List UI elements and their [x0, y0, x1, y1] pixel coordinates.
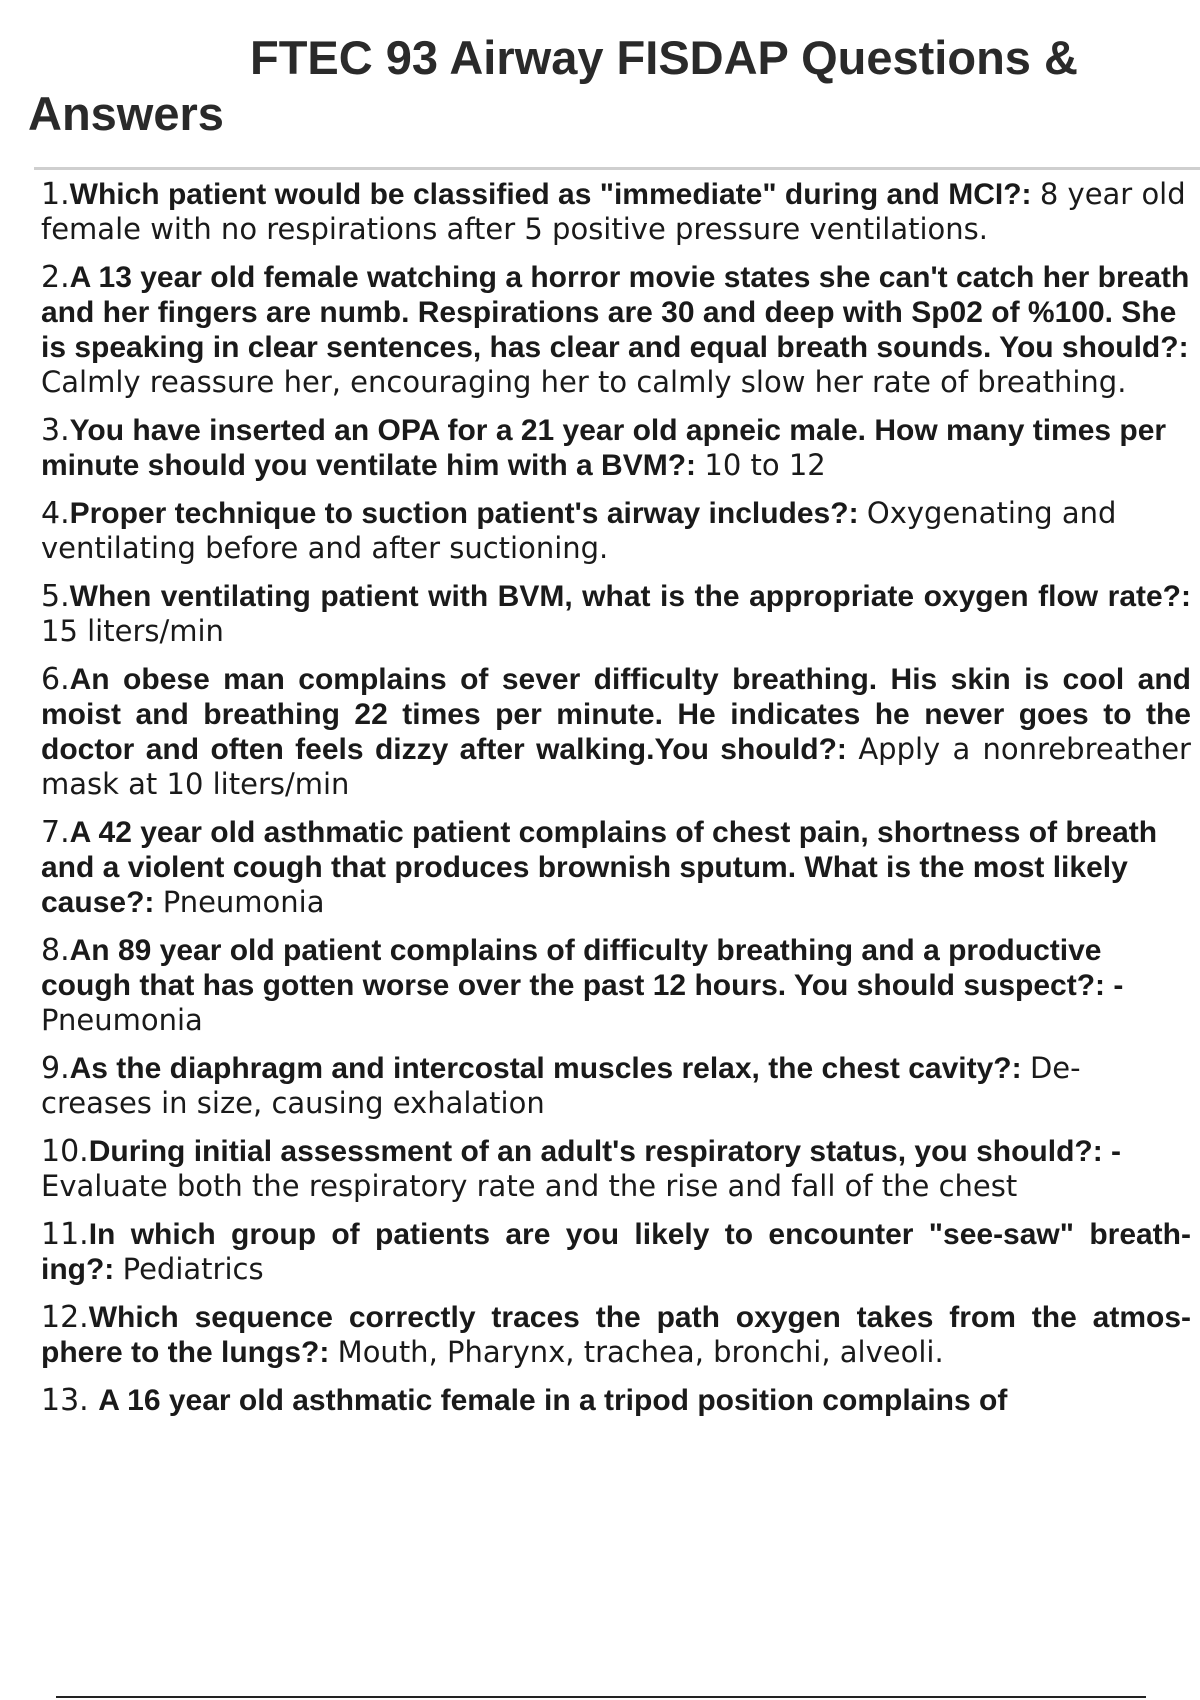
answer-text: Evaluate both the respiratory rate and the rise and fall of the chest: [41, 1169, 1018, 1203]
qa-item-9: [41, 1051, 1191, 1121]
question-text: As the diaphragm and intercostal muscles relax, the chest cavity?:: [69, 1052, 1030, 1085]
answer-text: 10 to 12: [704, 448, 826, 482]
answer-text: 15 liters/min: [41, 614, 224, 648]
item-number: 2.: [41, 260, 70, 295]
title-divider: [34, 167, 1200, 170]
qa-item-6: [41, 662, 1191, 802]
qa-item-13: [41, 1383, 1191, 1418]
item-number: 8.: [41, 933, 70, 968]
question-text: When ventilating patient with BVM, what is the appropriate oxygen flow rate?:: [69, 580, 1191, 613]
question-text: You have inserted an OPA for a 21 year old apneic male. How many times per minute should you ventilate him with a BVM?:: [41, 414, 1167, 482]
qa-item-12: [41, 1300, 1191, 1370]
qa-item-2: [41, 260, 1191, 400]
page-title: FTEC 93 Airway FISDAP Questions & Answers: [28, 31, 1078, 140]
qa-item-7: [41, 815, 1191, 920]
item-number: 5.: [41, 579, 70, 614]
question-text: A 13 year old female watching a horror movie states she can't catch her breath and her fingers are numb. Respirations are 30 and deep with Sp02 of %100. She is speaking in clear sentences, has clear and equal breath sounds. You should?:: [41, 261, 1190, 364]
item-number: 6.: [41, 662, 70, 697]
item-number: 10.: [41, 1134, 89, 1169]
answer-text: 8 year old female with no respirations after 5 positive pressure ventilations.: [41, 177, 1186, 246]
question-text: During initial assessment of an adult's respiratory status, you should?: -: [88, 1135, 1122, 1168]
qa-item-1: [41, 177, 1191, 247]
answer-text: Pediatrics: [122, 1252, 264, 1286]
answer-text: Mouth, Pharynx, trachea, bronchi, alveoli.: [337, 1335, 944, 1369]
item-number: 7.: [41, 815, 70, 850]
question-text: Which patient would be classified as "immediate" during and MCI?:: [69, 178, 1040, 211]
item-number: 4.: [41, 496, 70, 531]
question-text: Proper technique to suction patient's airway includes?:: [69, 497, 867, 530]
answer-text: Calmly reassure her, encouraging her to calmly slow her rate of breathing.: [41, 365, 1127, 399]
qa-item-4: [41, 496, 1191, 566]
qa-item-10: [41, 1134, 1191, 1204]
item-number: 13.: [41, 1383, 99, 1418]
question-text: In which group of patients are you likely to encounter "see-saw" breath- ing?:: [41, 1218, 1191, 1286]
footer-rule: [56, 1696, 1146, 1698]
qa-item-11: [41, 1217, 1191, 1287]
qa-item-5: [41, 579, 1191, 649]
item-number: 1.: [41, 177, 70, 212]
item-number: 9.: [41, 1051, 70, 1086]
qa-list: [41, 177, 1191, 1431]
item-number: 3.: [41, 413, 70, 448]
qa-item-8: [41, 933, 1191, 1038]
question-text: A 16 year old asthmatic female in a tripod position complains of: [98, 1384, 1008, 1417]
answer-text: Oxygenating and ventilating before and after suctioning.: [41, 496, 1117, 565]
answer-text: De- creases in size, causing exhalation: [41, 1051, 1081, 1120]
item-number: 11.: [41, 1217, 89, 1252]
question-text: Which sequence correctly traces the path oxygen takes from the atmos- phere to the lungs?:: [41, 1301, 1191, 1369]
question-text: An obese man complains of sever difficulty breathing. His skin is cool and moist and breathing 22 times per minute. He indicates he never goes to the doctor and often feels dizzy after walking.You should?:: [41, 663, 1191, 766]
answer-text: Apply a nonrebreather mask at 10 liters/min: [41, 732, 1191, 801]
qa-item-3: [41, 413, 1191, 483]
question-text: An 89 year old patient complains of difficulty breathing and a productive cough that has gotten worse over the past 12 hours. You should suspect?: -: [41, 934, 1124, 1002]
answer-text: Pneumonia: [41, 1003, 203, 1037]
item-number: 12.: [41, 1300, 89, 1335]
answer-text: Pneumonia: [162, 885, 325, 919]
question-text: A 42 year old asthmatic patient complains of chest pain, shortness of breath and a violent cough that produces brownish sputum. What is the most likely cause?:: [41, 816, 1158, 919]
